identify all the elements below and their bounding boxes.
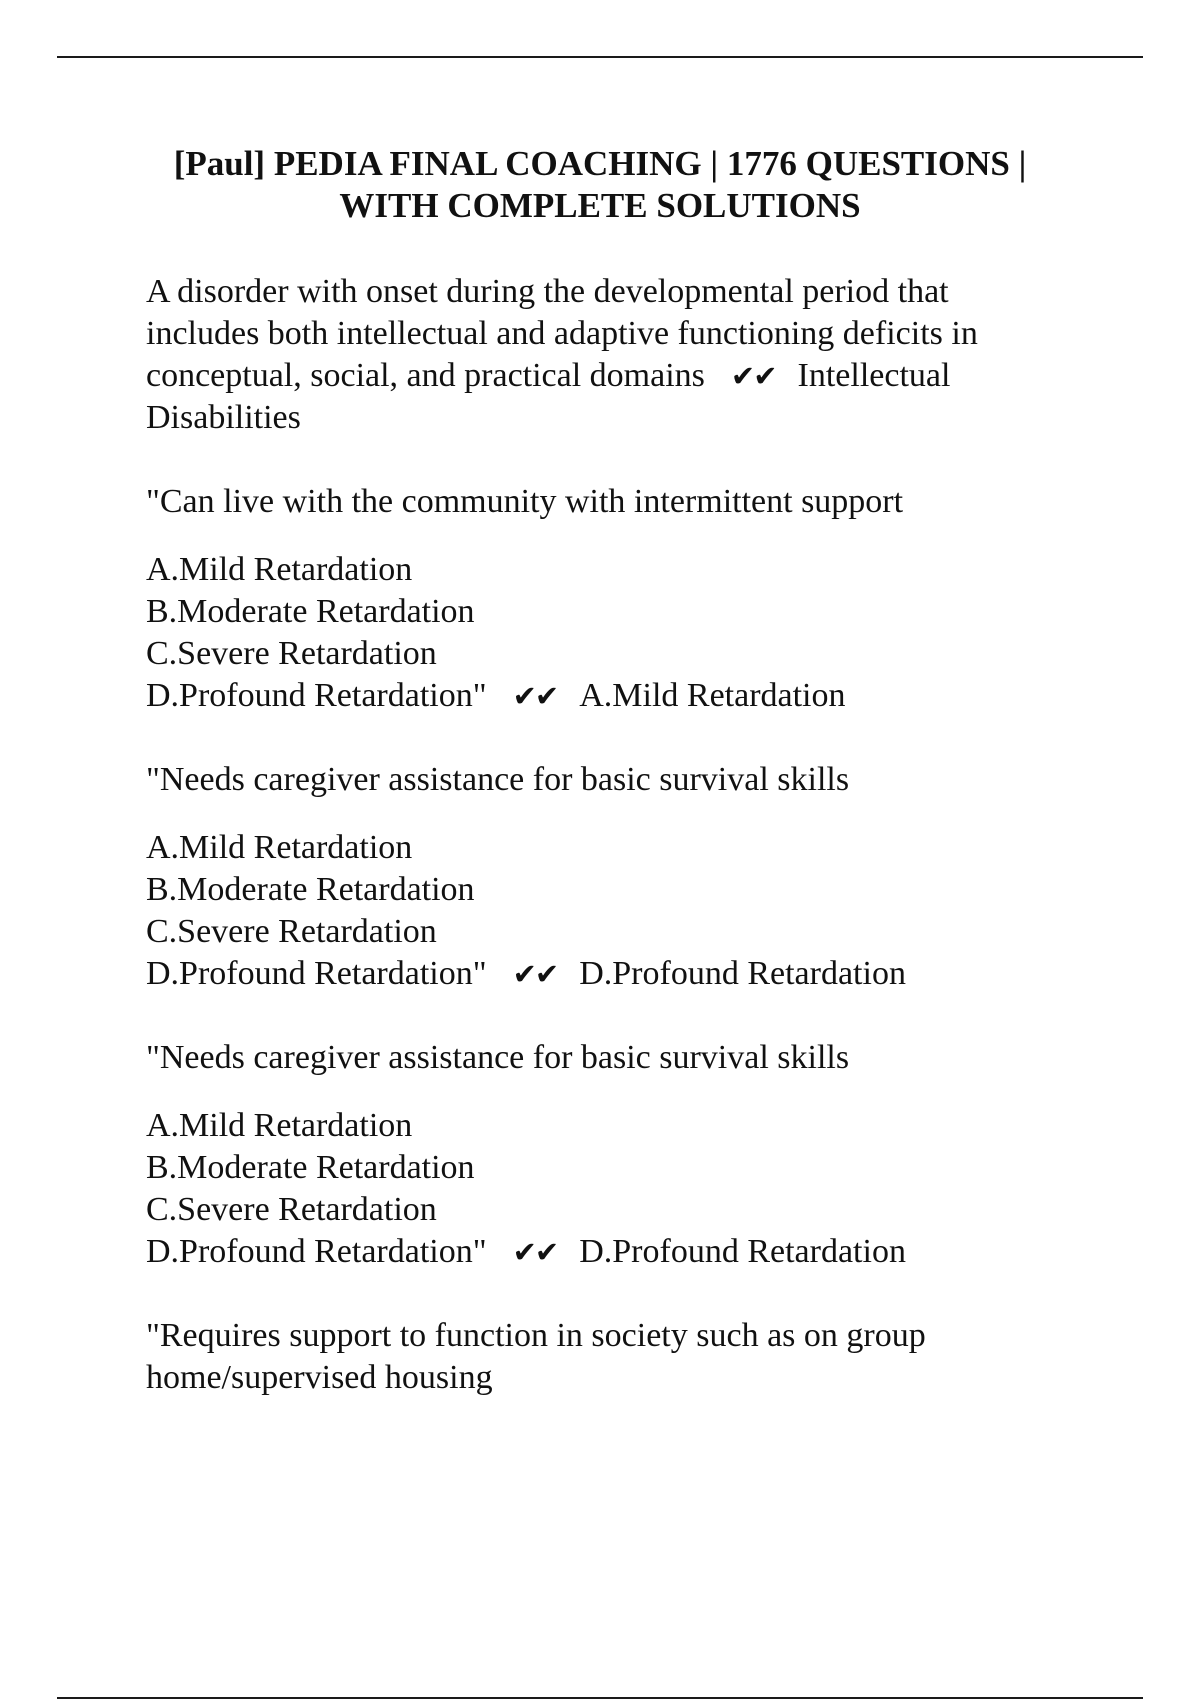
option-b: B.Moderate Retardation <box>146 1149 475 1186</box>
option-d: D.Profound Retardation" <box>146 1233 487 1270</box>
option-d-answer-line <box>146 675 1086 717</box>
flashcard-1 <box>146 271 1086 439</box>
question-stem: "Requires support to function in society such as on group <box>146 1317 926 1354</box>
flashcard-list <box>146 271 1086 1441</box>
title-line-2: WITH COMPLETE SOLUTIONS <box>339 186 861 225</box>
option-b: B.Moderate Retardation <box>146 871 475 908</box>
title-line-1: [Paul] PEDIA FINAL COACHING | 1776 QUESTIONS | <box>173 144 1027 183</box>
flashcard-5 <box>146 1315 1086 1399</box>
flashcard-2 <box>146 481 1086 717</box>
question-line: conceptual, social, and practical domains <box>146 357 705 394</box>
question-stem: home/supervised housing <box>146 1359 493 1396</box>
option-d-answer-line <box>146 1231 1086 1273</box>
option-c: C.Severe Retardation <box>146 635 437 672</box>
double-check-icon: ✔✔ <box>730 359 776 393</box>
flashcard-3 <box>146 759 1086 995</box>
answer-text: A.Mild Retardation <box>579 677 846 714</box>
answer-text: Intellectual <box>797 357 951 394</box>
option-d-answer-line <box>146 953 1086 995</box>
option-a: A.Mild Retardation <box>146 1107 413 1144</box>
option-d: D.Profound Retardation" <box>146 677 487 714</box>
bottom-rule <box>57 1697 1143 1699</box>
document-title <box>0 143 1200 227</box>
top-rule <box>57 56 1143 58</box>
answer-text-continued: Disabilities <box>146 399 301 436</box>
flashcard-4 <box>146 1037 1086 1273</box>
question-line: A disorder with onset during the developmental period that <box>146 273 949 310</box>
option-d: D.Profound Retardation" <box>146 955 487 992</box>
double-check-icon: ✔✔ <box>512 957 558 991</box>
double-check-icon: ✔✔ <box>512 1235 558 1269</box>
question-stem: "Can live with the community with intermittent support <box>146 483 904 520</box>
answer-text: D.Profound Retardation <box>579 955 906 992</box>
answer-text: D.Profound Retardation <box>579 1233 906 1270</box>
option-c: C.Severe Retardation <box>146 1191 437 1228</box>
question-stem: "Needs caregiver assistance for basic survival skills <box>146 1039 850 1076</box>
option-b: B.Moderate Retardation <box>146 593 475 630</box>
question-stem: "Needs caregiver assistance for basic survival skills <box>146 761 850 798</box>
question-line: includes both intellectual and adaptive functioning deficits in <box>146 315 978 352</box>
option-a: A.Mild Retardation <box>146 551 413 588</box>
option-a: A.Mild Retardation <box>146 829 413 866</box>
double-check-icon: ✔✔ <box>512 679 558 713</box>
question-answer-line <box>146 355 1086 397</box>
option-c: C.Severe Retardation <box>146 913 437 950</box>
